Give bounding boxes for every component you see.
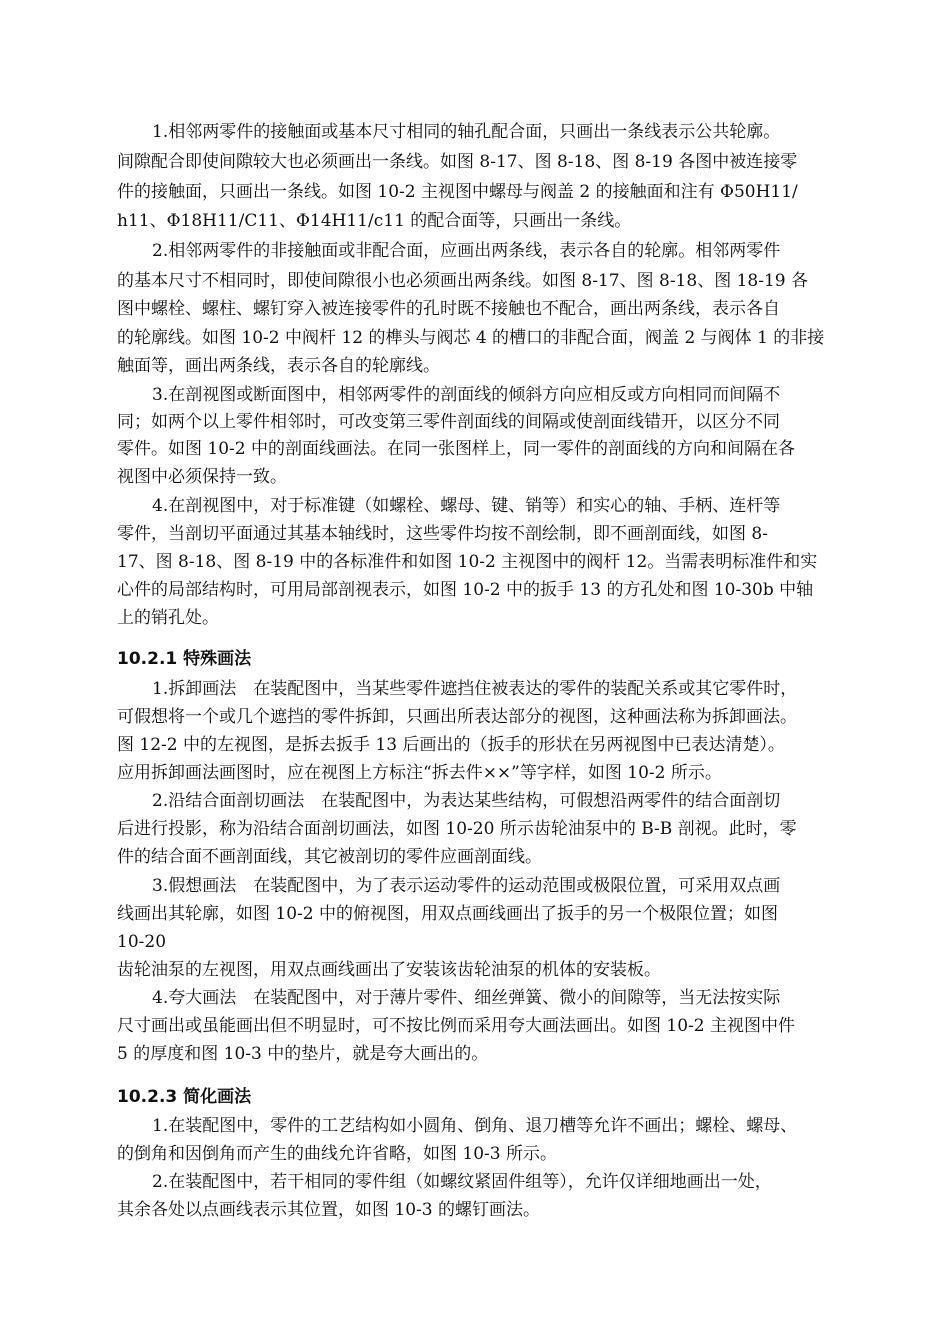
paragraph-line: 其余各处以点画线表示其位置，如图 10-3 的螺钉画法。: [117, 1200, 540, 1220]
paragraph-line: 零件，当剖切平面通过其基本轴线时，这些零件均按不剖绘制，即不画剖面线，如图 8-: [117, 524, 768, 544]
paragraph-line: 可假想将一个或几个遮挡的零件拆卸，只画出所表达部分的视图，这种画法称为拆卸画法。: [117, 707, 797, 727]
paragraph-line: 应用拆卸画法画图时，应在视图上方标注“拆去件××”等字样，如图 10-2 所示。: [117, 763, 722, 783]
section-heading: 10.2.3 简化画法: [117, 1087, 252, 1107]
paragraph-line: 零件。如图 10-2 中的剖面线画法。在同一张图样上，同一零件的剖面线的方向和间隔在各: [117, 439, 795, 459]
paragraph-line: 的轮廓线。如图 10-2 中阀杆 12 的榫头与阀芯 4 的槽口的非配合面，阀盖 2 与阀体 1 的非接: [117, 328, 825, 348]
paragraph-line: 件的结合面不画剖面线，其它被剖切的零件应画剖面线。: [117, 847, 542, 867]
paragraph-line: 视图中必须保持一致。: [117, 467, 287, 487]
paragraph-line: 2.沿结合面剖切画法 在装配图中，为表达某些结构，可假想沿两零件的结合面剖切: [152, 791, 781, 811]
paragraph-line: 3.在剖视图或断面图中，相邻两零件的剖面线的倾斜方向应相反或方向相同而间隔不: [152, 385, 781, 405]
paragraph-line: 3.假想画法 在装配图中，为了表示运动零件的运动范围或极限位置，可采用双点画: [152, 876, 781, 896]
paragraph-line: 图 12-2 中的左视图，是拆去扳手 13 后画出的（扳手的形状在另两视图中已表达清楚）。: [117, 735, 785, 755]
paragraph-line: 同；如两个以上零件相邻时，可改变第三零件剖面线的间隔或使剖面线错开，以区分不同: [117, 412, 780, 432]
paragraph-line: 齿轮油泵的左视图，用双点画线画出了安装该齿轮油泵的机体的安装板。: [117, 960, 661, 980]
paragraph-line: 2.在装配图中，若干相同的零件组（如螺纹紧固件组等），允许仅详细地画出一处，: [152, 1172, 772, 1192]
paragraph-line: 尺寸画出或虽能画出但不明显时，可不按比例而采用夸大画法画出。如图 10-2 主视图中件: [117, 1016, 795, 1036]
paragraph-line: h11、Φ18H11/C11、Φ14H11/c11 的配合面等，只画出一条线。: [117, 211, 632, 231]
paragraph-line: 后进行投影，称为沿结合面剖切画法，如图 10-20 所示齿轮油泵中的 B-B 剖视。此时，零: [117, 819, 797, 839]
paragraph-line: 17、图 8-18、图 8-19 中的各标准件和如图 10-2 主视图中的阀杆 12。当需表明标准件和实: [117, 552, 818, 572]
paragraph-line: 4.夸大画法 在装配图中，对于薄片零件、细丝弹簧、微小的间隙等，当无法按实际: [152, 988, 781, 1008]
paragraph-line: 5 的厚度和图 10-3 中的垫片，就是夸大画出的。: [117, 1044, 489, 1064]
paragraph-line: 线画出其轮廓，如图 10-2 中的俯视图，用双点画线画出了扳手的另一个极限位置；如图: [117, 904, 778, 924]
paragraph-line: 4.在剖视图中，对于标准键（如螺栓、螺母、键、销等）和实心的轴、手柄、连杆等: [152, 496, 781, 516]
paragraph-line: 的倒角和因倒角而产生的曲线允许省略，如图 10-3 所示。: [117, 1144, 557, 1164]
paragraph-line: 1.在装配图中，零件的工艺结构如小圆角、倒角、退刀槽等允许不画出；螺栓、螺母、: [152, 1116, 798, 1136]
paragraph-line: 2.相邻两零件的非接触面或非配合面，应画出两条线，表示各自的轮廓。相邻两零件: [152, 241, 781, 261]
paragraph-line: 间隙配合即使间隙较大也必须画出一条线。如图 8-17、图 8-18、图 8-19 各图中被连接零: [117, 152, 798, 172]
section-heading: 10.2.1 特殊画法: [117, 649, 252, 669]
paragraph-line: 件的接触面，只画出一条线。如图 10-2 主视图中螺母与阀盖 2 的接触面和注有 Φ50H11/: [117, 182, 798, 202]
paragraph-line: 图中螺栓、螺柱、螺钉穿入被连接零件的孔时既不接触也不配合，画出两条线，表示各自: [117, 299, 780, 319]
paragraph-line: 1.拆卸画法 在装配图中，当某些零件遮挡住被表达的零件的装配关系或其它零件时，: [152, 679, 798, 699]
paragraph-line: 的基本尺寸不相同时，即使间隙很小也必须画出两条线。如图 8-17、图 8-18、图 18-19 各: [117, 271, 809, 291]
paragraph-line: 上的销孔处。: [117, 608, 219, 628]
paragraph-line: 1.相邻两零件的接触面或基本尺寸相同的轴孔配合面，只画出一条线表示公共轮廓。: [152, 122, 781, 142]
paragraph-line: 触面等，画出两条线，表示各自的轮廓线。: [117, 356, 440, 376]
paragraph-line: 10-20: [117, 932, 167, 952]
paragraph-line: 心件的局部结构时，可用局部剖视表示，如图 10-2 中的扳手 13 的方孔处和图 10-30b 中轴: [117, 580, 814, 600]
